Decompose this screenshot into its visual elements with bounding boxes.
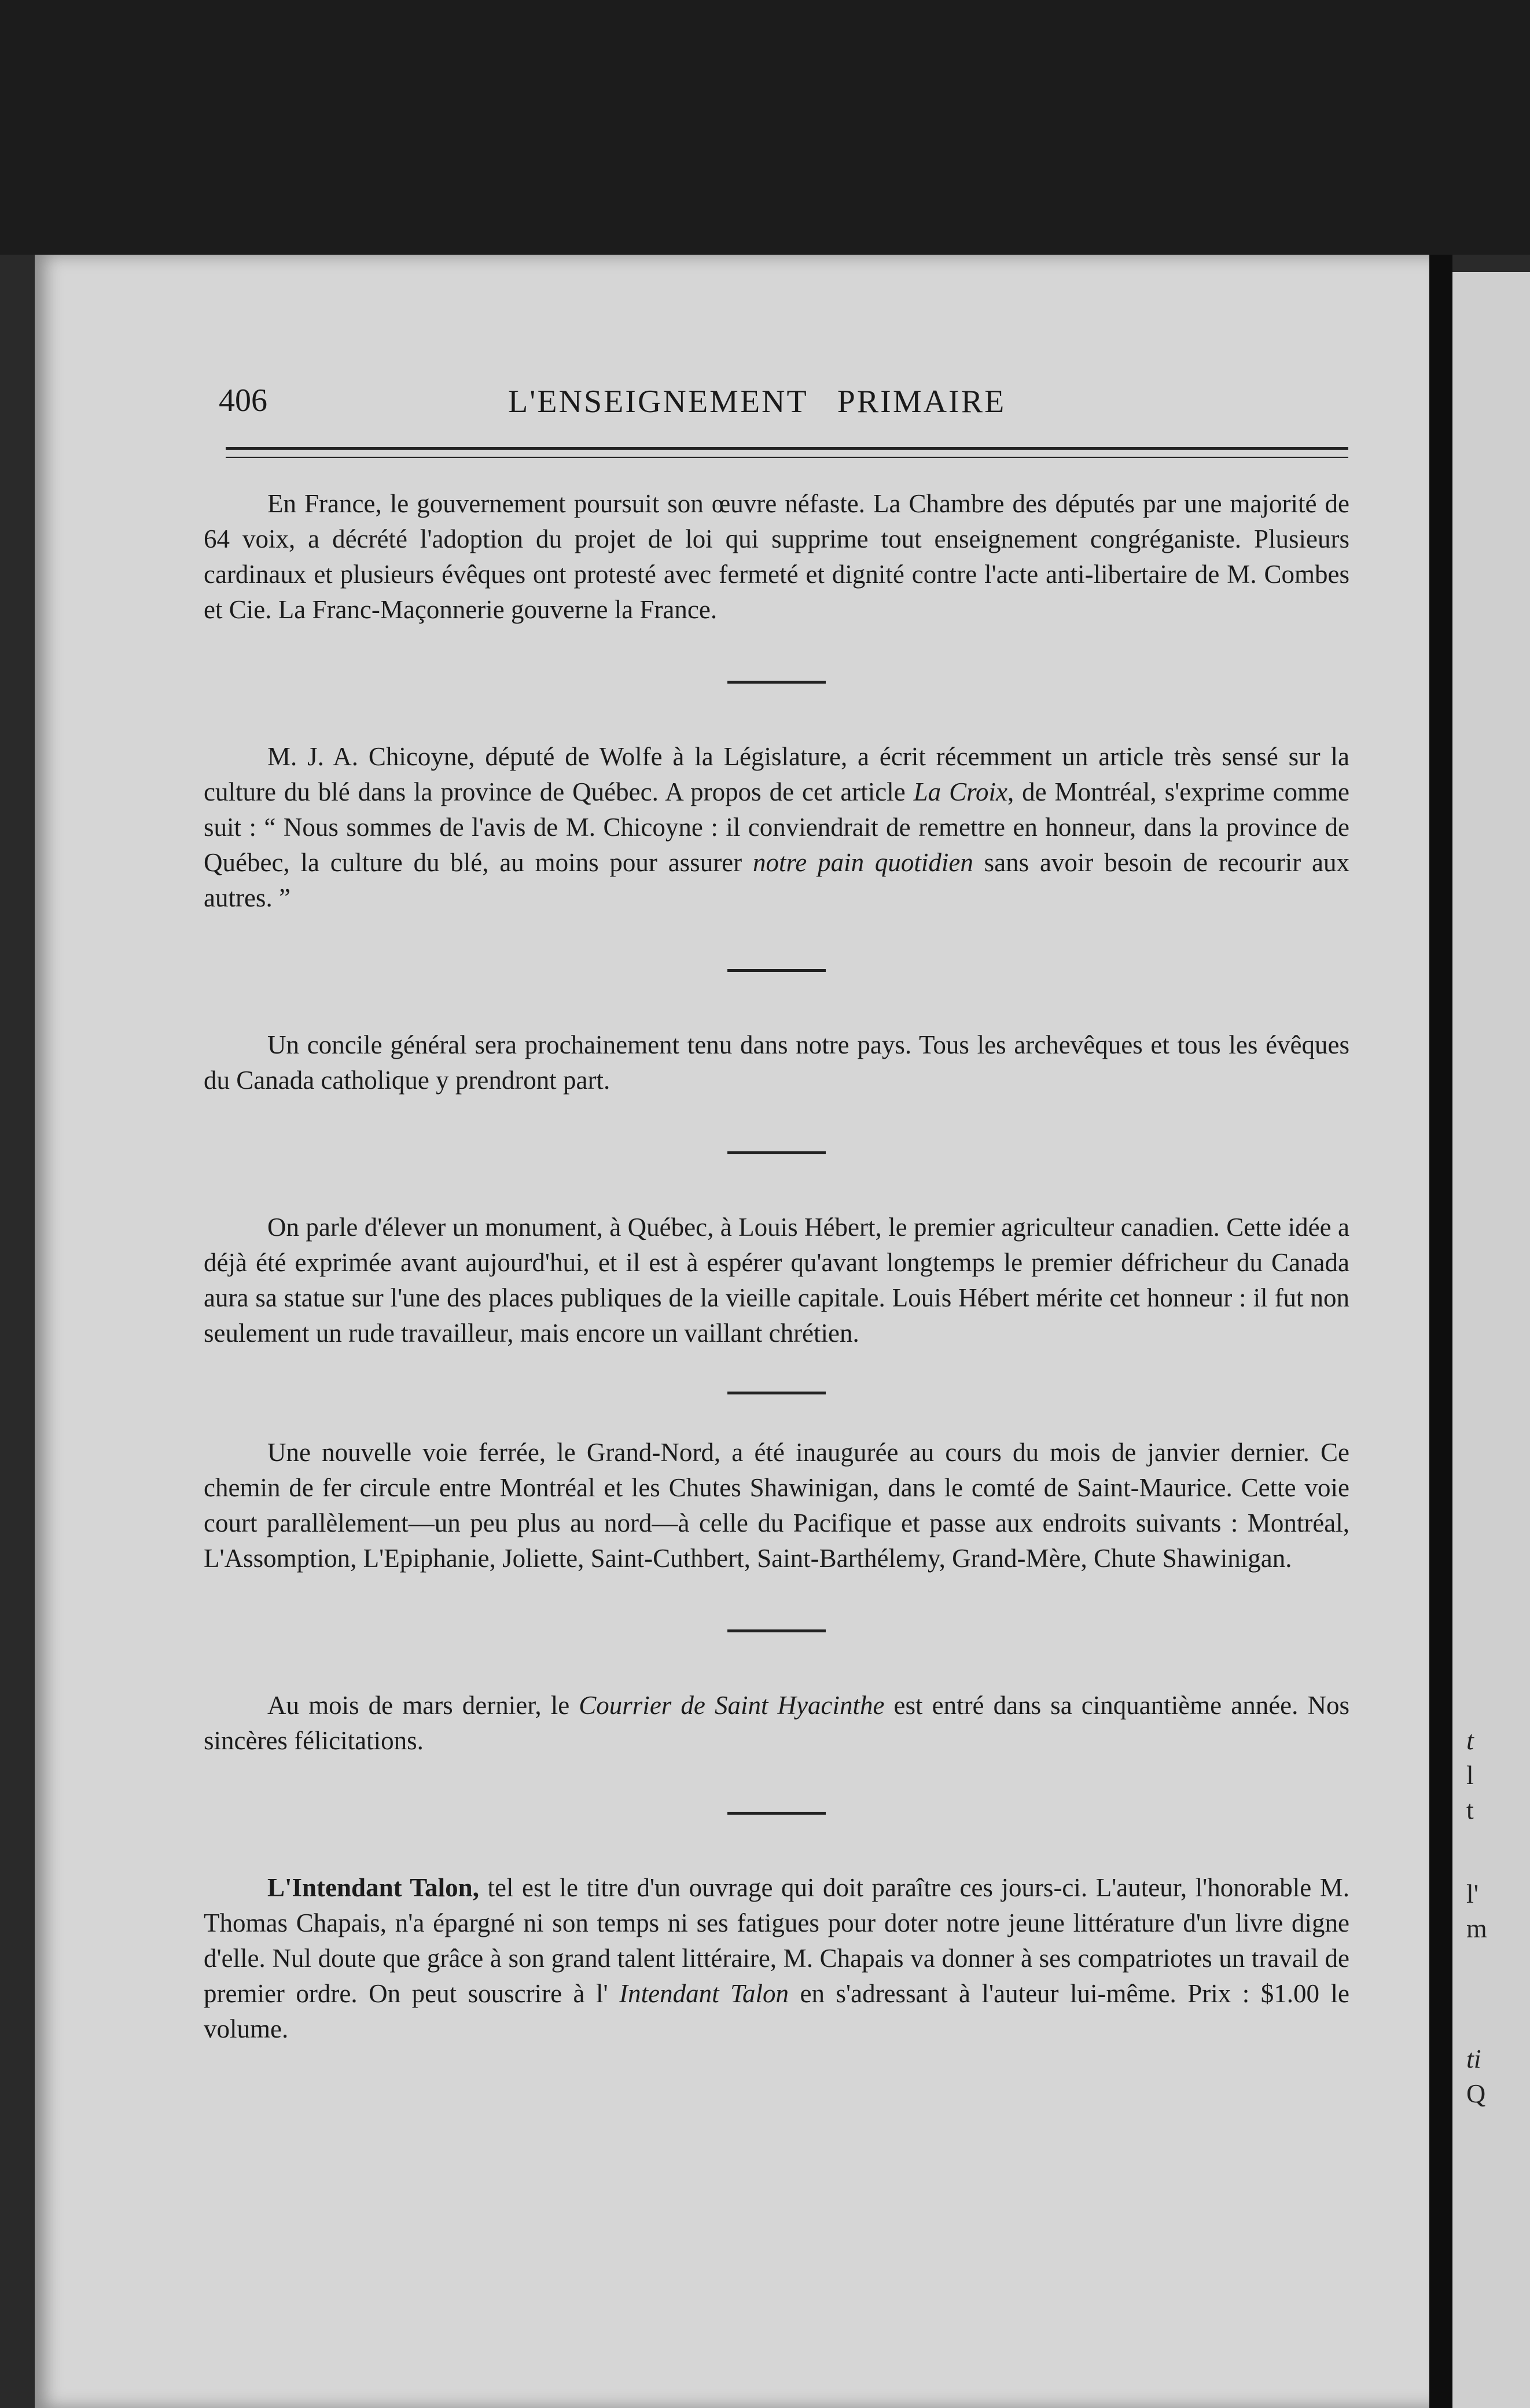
section-separator [727, 1392, 826, 1394]
section-separator [727, 681, 826, 684]
paragraph-chicoyne: M. J. A. Chicoyne, député de Wolfe à la Législature, a écrit récemment un article très sensé sur la culture du blé dans la province de Québec. A propos de cet article La Croix, de Montréal, s'exprime comme suit : “ Nous sommes de l'avis de M. Chicoyne : il conviendrait de remettre en honneur, dans la province de Québec, la culture du blé, au moins pour assurer notre pain quotidien sans avoir besoin de recourir aux autres. ” [204, 742, 1350, 912]
section-separator [727, 1812, 826, 1815]
paragraph-courrier: Au mois de mars dernier, le Courrier de Saint Hyacinthe est entré dans sa cinquantième année. Nos sincères félicitations. [204, 1691, 1349, 1755]
section-separator [727, 969, 826, 972]
header-double-rule [226, 447, 1348, 458]
next-page-fragment: m [1466, 1914, 1487, 1943]
section-separator [727, 1151, 826, 1154]
page-content [204, 486, 1349, 2047]
paragraph-grand-nord: Une nouvelle voie ferrée, le Grand-Nord, a été inaugurée au cours du mois de janvier dernier. Ce chemin de fer circule entre Montréal et les Chutes Shawinigan, dans le comté de Saint-Maurice. Cette voie court parallèlement—un peu plus au nord—à celle du Pacifique et passe aux endroits suivants : Montréal, L'Assomption, L'Epiphanie, Joliette, Saint-Cuthbert, Saint-Barthélemy, Grand-Mère, Chute Shawinigan. [204, 1438, 1349, 1573]
page-number: 406 [219, 383, 267, 419]
next-page-fragment: l [1466, 1760, 1474, 1790]
paragraph-france: En France, le gouvernement poursuit son œuvre néfaste. La Chambre des députés par une majorité de 64 voix, a décrété l'adoption du projet de loi qui supprime tout enseignement congréganiste. Plusieurs cardinaux et plusieurs évêques ont protesté avec fermeté et dignité contre l'acte anti-libertaire de M. Combes et Cie. La Franc-Maçonnerie gouverne la France. [204, 489, 1349, 624]
paragraph-intendant-talon: L'Intendant Talon, tel est le titre d'un ouvrage qui doit paraître ces jours-ci. L'auteur, l'honorable M. Thomas Chapais, n'a épargné ni son temps ni ses fatigues pour doter notre jeune littérature d'un livre digne d'elle. Nul doute que grâce à son grand talent littéraire, M. Chapais va donner à ses compatriotes un travail de premier ordre. On peut souscrire à l' Intendant Talon en s'adressant à l'auteur lui-même. Prix : $1.00 le volume. [204, 1873, 1349, 2043]
paragraph-louis-hebert: On parle d'élever un monument, à Québec, à Louis Hébert, le premier agriculteur canadien. Cette idée a déjà été exprimée avant aujourd'hui, et il est à espérer qu'avant longtemps le premier défricheur du Canada aura sa statue sur l'une des places publiques de la vieille capitale. Louis Hébert mérite cet honneur : il fut non seulement un rude travailleur, mais encore un vaillant chrétien. [204, 1213, 1349, 1348]
next-page-fragment: ti [1466, 2044, 1481, 2073]
paragraph-concile: Un concile général sera prochainement tenu dans notre pays. Tous les archevêques et tous les évêques du Canada catholique y prendront part. [204, 1030, 1349, 1095]
book-gutter [1429, 255, 1452, 2408]
running-title: L'ENSEIGNEMENT PRIMAIRE [508, 384, 1006, 420]
scan-background-top [0, 0, 1530, 255]
page-header [219, 370, 1348, 423]
next-page-edge [1452, 272, 1530, 2408]
section-separator [727, 1629, 826, 1632]
next-page-fragment: Q [1466, 2079, 1486, 2108]
next-page-fragment: t [1466, 1726, 1474, 1755]
next-page-fragment: t [1466, 1795, 1474, 1825]
next-page-fragment: l' [1466, 1879, 1479, 1908]
